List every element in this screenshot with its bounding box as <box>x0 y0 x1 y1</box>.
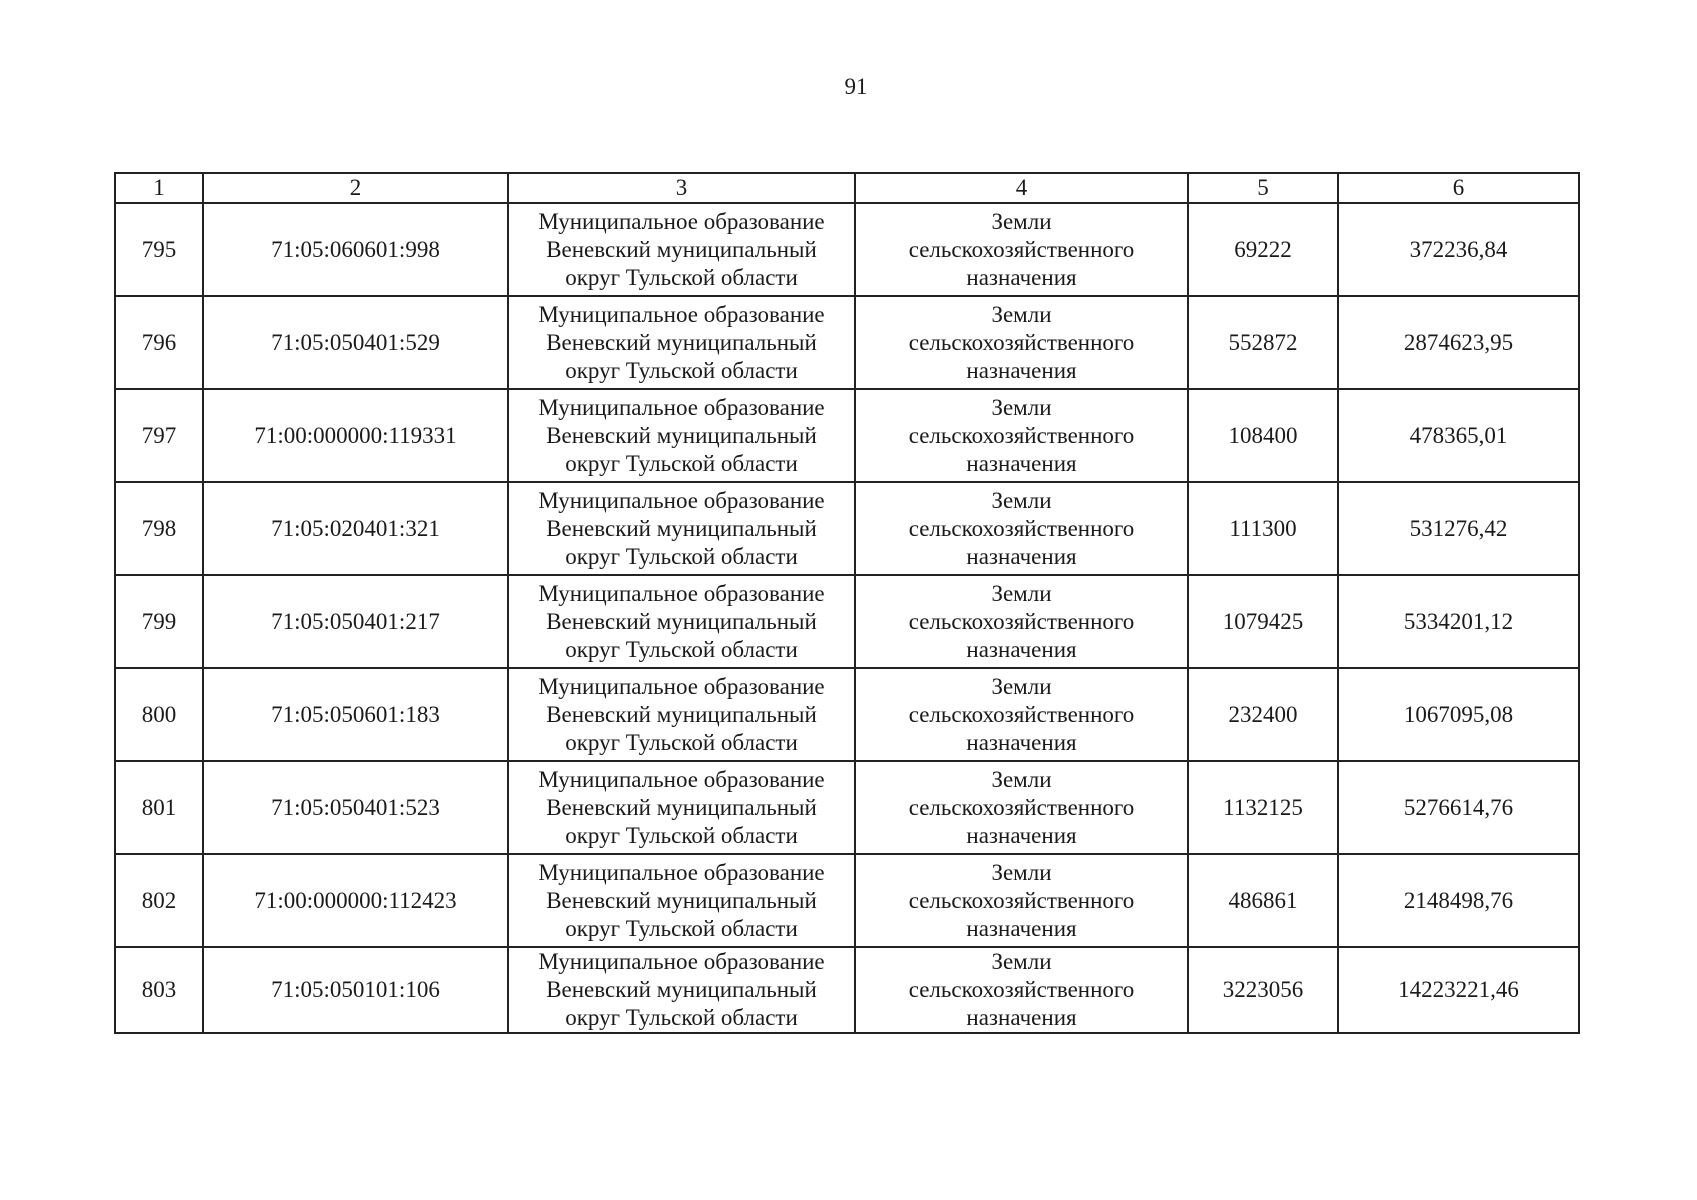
cadastral-number-cell: 71:00:000000:119331 <box>203 389 508 482</box>
column-header-4: 4 <box>855 173 1188 203</box>
land-category-cell-line: назначения <box>966 1005 1077 1030</box>
land-category-cell <box>855 575 1188 668</box>
table-row <box>115 296 1579 389</box>
land-category-cell-line: сельскохозяйственного <box>908 794 1135 820</box>
column-header-2: 2 <box>203 173 508 203</box>
cadastral-value-cell: 2874623,95 <box>1338 296 1579 389</box>
area-cell: 1079425 <box>1188 575 1338 668</box>
land-category-cell-line: назначения <box>966 543 1077 569</box>
owner-cell-line: Муниципальное образование <box>538 580 825 606</box>
owner-cell <box>508 947 855 1033</box>
land-category-cell-line: назначения <box>966 729 1077 755</box>
land-category-cell-line: Земли <box>991 580 1052 606</box>
table-row <box>115 482 1579 575</box>
area-cell: 232400 <box>1188 668 1338 761</box>
column-header-3: 3 <box>508 173 855 203</box>
cadastral-number-cell: 71:00:000000:112423 <box>203 854 508 947</box>
row-number-cell: 797 <box>115 389 203 482</box>
cadastral-number-cell: 71:05:050401:529 <box>203 296 508 389</box>
land-category-cell <box>855 203 1188 296</box>
owner-cell <box>508 668 855 761</box>
cadastral-number-cell: 71:05:050101:106 <box>203 947 508 1033</box>
cadastral-value-cell: 14223221,46 <box>1338 947 1579 1033</box>
owner-cell <box>508 575 855 668</box>
row-number-cell: 798 <box>115 482 203 575</box>
owner-cell <box>508 761 855 854</box>
area-cell: 111300 <box>1188 482 1338 575</box>
table-body <box>115 203 1579 1033</box>
land-category-cell-line: Земли <box>991 673 1052 699</box>
land-category-cell <box>855 947 1188 1033</box>
owner-cell-line: Веневский муниципальный <box>546 608 817 634</box>
land-registry-table <box>114 172 1580 1034</box>
page-number: 91 <box>844 74 868 99</box>
owner-cell-line: Веневский муниципальный <box>546 422 817 448</box>
owner-cell-line: Веневский муниципальный <box>546 701 817 727</box>
row-number-cell: 799 <box>115 575 203 668</box>
area-cell: 69222 <box>1188 203 1338 296</box>
row-number-cell: 795 <box>115 203 203 296</box>
area-cell: 1132125 <box>1188 761 1338 854</box>
owner-cell <box>508 296 855 389</box>
land-category-cell-line: Земли <box>991 766 1052 792</box>
land-category-cell-line: сельскохозяйственного <box>908 515 1135 541</box>
area-cell: 486861 <box>1188 854 1338 947</box>
table-row <box>115 854 1579 947</box>
land-category-cell-line: сельскохозяйственного <box>908 329 1135 355</box>
cadastral-number-cell: 71:05:050601:183 <box>203 668 508 761</box>
owner-cell-line: Муниципальное образование <box>538 208 825 234</box>
owner-cell-line: Муниципальное образование <box>538 394 825 420</box>
column-header-1: 1 <box>115 173 203 203</box>
owner-cell-line: округ Тульской области <box>565 822 798 848</box>
cadastral-value-cell: 2148498,76 <box>1338 854 1579 947</box>
area-cell: 3223056 <box>1188 947 1338 1033</box>
land-category-cell <box>855 389 1188 482</box>
land-category-cell-line: Земли <box>991 859 1052 885</box>
owner-cell-line: округ Тульской области <box>565 915 798 941</box>
owner-cell-line: округ Тульской области <box>565 357 798 383</box>
land-category-cell-line: Земли <box>991 487 1052 513</box>
owner-cell-line: Веневский муниципальный <box>546 887 817 913</box>
land-category-cell-line: сельскохозяйственного <box>908 236 1135 262</box>
owner-cell-line: Муниципальное образование <box>538 673 825 699</box>
table-row <box>115 761 1579 854</box>
land-category-cell-line: назначения <box>966 264 1077 290</box>
cadastral-number-cell: 71:05:050401:523 <box>203 761 508 854</box>
owner-cell-line: Веневский муниципальный <box>546 236 817 262</box>
land-category-cell <box>855 482 1188 575</box>
land-category-cell <box>855 668 1188 761</box>
row-number-cell: 803 <box>115 947 203 1033</box>
cadastral-number-cell: 71:05:050401:217 <box>203 575 508 668</box>
owner-cell-line: Муниципальное образование <box>538 949 825 974</box>
land-category-cell-line: сельскохозяйственного <box>908 977 1135 1002</box>
cadastral-number-cell: 71:05:060601:998 <box>203 203 508 296</box>
area-cell: 108400 <box>1188 389 1338 482</box>
cadastral-value-cell: 478365,01 <box>1338 389 1579 482</box>
owner-cell-line: Веневский муниципальный <box>546 794 817 820</box>
owner-cell <box>508 389 855 482</box>
cadastral-value-cell: 5276614,76 <box>1338 761 1579 854</box>
owner-cell-line: Муниципальное образование <box>538 487 825 513</box>
owner-cell <box>508 482 855 575</box>
cadastral-number-cell: 71:05:020401:321 <box>203 482 508 575</box>
land-category-cell <box>855 761 1188 854</box>
owner-cell-line: Муниципальное образование <box>538 766 825 792</box>
land-category-cell-line: сельскохозяйственного <box>908 701 1135 727</box>
land-category-cell-line: сельскохозяйственного <box>908 608 1135 634</box>
owner-cell-line: округ Тульской области <box>565 264 798 290</box>
row-number-cell: 796 <box>115 296 203 389</box>
row-number-cell: 800 <box>115 668 203 761</box>
land-category-cell-line: сельскохозяйственного <box>908 887 1135 913</box>
land-category-cell-line: сельскохозяйственного <box>908 422 1135 448</box>
owner-cell-line: округ Тульской области <box>565 450 798 476</box>
row-number-cell: 801 <box>115 761 203 854</box>
table-row <box>115 668 1579 761</box>
owner-cell-line: Веневский муниципальный <box>546 515 817 541</box>
land-category-cell <box>855 854 1188 947</box>
owner-cell-line: округ Тульской области <box>565 1005 798 1030</box>
land-category-cell-line: Земли <box>991 394 1052 420</box>
column-header-6: 6 <box>1338 173 1579 203</box>
owner-cell <box>508 854 855 947</box>
cadastral-value-cell: 531276,42 <box>1338 482 1579 575</box>
cadastral-value-cell: 372236,84 <box>1338 203 1579 296</box>
land-category-cell-line: Земли <box>991 949 1052 974</box>
land-category-cell <box>855 296 1188 389</box>
land-category-cell-line: назначения <box>966 915 1077 941</box>
column-header-5: 5 <box>1188 173 1338 203</box>
owner-cell-line: округ Тульской области <box>565 729 798 755</box>
land-category-cell-line: назначения <box>966 822 1077 848</box>
area-cell: 552872 <box>1188 296 1338 389</box>
table-row <box>115 203 1579 296</box>
owner-cell-line: Веневский муниципальный <box>546 977 817 1002</box>
land-category-cell-line: назначения <box>966 357 1077 383</box>
header-row <box>115 173 1579 203</box>
table-row <box>115 575 1579 668</box>
owner-cell-line: Муниципальное образование <box>538 859 825 885</box>
land-category-cell-line: Земли <box>991 208 1052 234</box>
table-row <box>115 389 1579 482</box>
owner-cell-line: Веневский муниципальный <box>546 329 817 355</box>
owner-cell-line: округ Тульской области <box>565 636 798 662</box>
table-row <box>115 947 1579 1033</box>
owner-cell-line: округ Тульской области <box>565 543 798 569</box>
cadastral-value-cell: 5334201,12 <box>1338 575 1579 668</box>
owner-cell-line: Муниципальное образование <box>538 301 825 327</box>
land-category-cell-line: назначения <box>966 636 1077 662</box>
owner-cell <box>508 203 855 296</box>
cadastral-value-cell: 1067095,08 <box>1338 668 1579 761</box>
land-category-cell-line: Земли <box>991 301 1052 327</box>
row-number-cell: 802 <box>115 854 203 947</box>
land-category-cell-line: назначения <box>966 450 1077 476</box>
